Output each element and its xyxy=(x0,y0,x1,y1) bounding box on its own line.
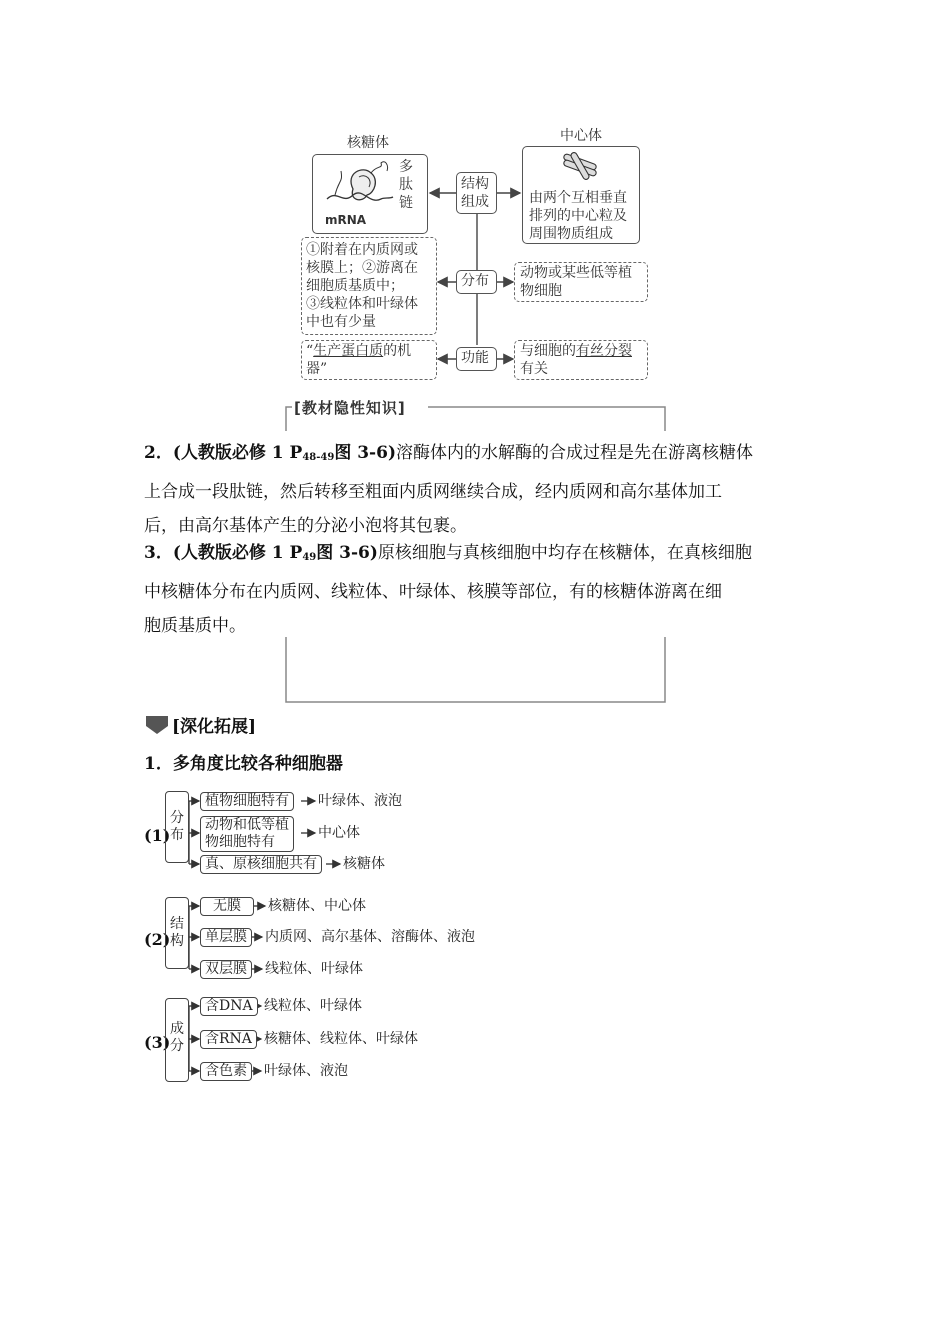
centrosome-desc-3: 周围物质组成 xyxy=(529,226,613,242)
hidden-knowledge-title: [教材隐性知识] xyxy=(294,399,406,417)
knowledge-item-3-line-1 xyxy=(144,536,804,575)
group-2-row-2-key: 单层膜 xyxy=(200,928,252,947)
group-2-label-box xyxy=(165,897,189,969)
knowledge-item-2-text-1: 溶酶体内的水解酶的合成过程是先在游离核糖体 xyxy=(396,443,753,463)
group-3-label: 成分 xyxy=(170,1021,184,1054)
ribosome-dist-line-2: 核膜上；②游离在 xyxy=(306,260,418,276)
ribosome-func-rest: 的机 xyxy=(383,343,412,359)
group-3-row-3-key: 含色素 xyxy=(200,1062,252,1081)
mrna-label: mRNA xyxy=(325,213,367,227)
group-2-number: (2) xyxy=(144,930,171,949)
group-1-row-2-value: 中心体 xyxy=(318,825,360,841)
structure-node-line-2: 组成 xyxy=(461,194,489,210)
group-3-row-1-value: 线粒体、叶绿体 xyxy=(264,998,362,1014)
function-node-label: 功能 xyxy=(461,350,489,366)
group-1-row-3-value: 核糖体 xyxy=(343,856,385,872)
centrosome-desc-1: 由两个互相垂直 xyxy=(529,190,627,206)
deepen-connectors xyxy=(0,780,950,1090)
distribution-node-label: 分布 xyxy=(461,273,489,289)
group-3-number: (3) xyxy=(144,1033,171,1052)
distribution-node xyxy=(456,270,497,294)
ribosome-function-box xyxy=(301,340,437,380)
group-1-row-1-key: 植物细胞特有 xyxy=(200,792,294,811)
centrosome-func-line-1 xyxy=(520,342,632,361)
centrosome-func-underlined: 有丝分裂 xyxy=(576,343,632,359)
centrosome-dist-line-1: 动物或某些低等植 xyxy=(520,265,632,281)
function-node xyxy=(456,347,497,371)
ribosome-dist-line-5: 中也有少量 xyxy=(306,314,376,330)
ribosome-title: 核糖体 xyxy=(347,135,389,151)
ribosome-illustration-icon xyxy=(323,159,395,211)
ribosome-func-underlined: 生产蛋白质 xyxy=(313,343,384,359)
peptide-label-1: 多 xyxy=(399,159,413,175)
group-1-row-2-key xyxy=(200,816,294,852)
ribosome-func-quote: “ xyxy=(306,343,314,359)
knowledge-item-2-fig: 图 3-6) xyxy=(334,443,396,463)
hidden-knowledge-title-text: 教材隐性知识 xyxy=(301,399,398,417)
group-3-row-2-value: 核糖体、线粒体、叶绿体 xyxy=(264,1031,418,1047)
knowledge-item-3 xyxy=(144,536,804,643)
ribosome-func-line-1 xyxy=(306,342,411,361)
group-2-row-1-key: 无膜 xyxy=(200,897,254,916)
knowledge-item-3-line-3: 胞质基质中。 xyxy=(144,616,246,636)
ribosome-dist-line-1: ①附着在内质网或 xyxy=(306,242,418,258)
deepen-title: [深化拓展] xyxy=(172,717,257,737)
ribosome-distribution-box xyxy=(301,237,437,335)
centrosome-func-pre: 与细胞的 xyxy=(520,343,576,359)
centrosome-distribution-box xyxy=(514,262,648,302)
group-3-row-1-key: 含DNA xyxy=(200,997,258,1016)
group-1-row-3-key: 真、原核细胞共有 xyxy=(200,855,322,874)
group-1-label: 分布 xyxy=(170,810,184,843)
centrosome-desc-2: 排列的中心粒及 xyxy=(529,208,627,224)
centrosome-box xyxy=(522,146,640,244)
group-3-label-box xyxy=(165,998,189,1082)
knowledge-item-2-line-2: 上合成一段肽链，然后转移至粗面内质网继续合成，经内质网和高尔基体加工 xyxy=(144,482,722,502)
ribosome-dist-line-4: ③线粒体和叶绿体 xyxy=(306,296,418,312)
group-3-row-3-value: 叶绿体、液泡 xyxy=(264,1063,348,1079)
ribosome-box xyxy=(312,154,428,234)
group-3-row-2-key: 含RNA xyxy=(200,1030,257,1049)
centrosome-title: 中心体 xyxy=(560,128,602,144)
group-2-label: 结构 xyxy=(170,916,184,949)
knowledge-item-3-prefix: 3．(人教版必修 1 P xyxy=(144,543,303,563)
group-1-row-2-key-line-2: 物细胞特有 xyxy=(205,834,275,850)
structure-node xyxy=(456,172,497,214)
centrosome-function-box xyxy=(514,340,648,380)
structure-node-line-1: 结构 xyxy=(461,176,489,192)
knowledge-item-3-fig: 图 3-6) xyxy=(316,543,378,563)
ribosome-func-line-2: 器” xyxy=(306,361,328,377)
ribosome-dist-line-3: 细胞质基质中； xyxy=(306,278,404,294)
peptide-label-2: 肽 xyxy=(399,177,413,193)
group-2-row-2-value: 内质网、高尔基体、溶酶体、液泡 xyxy=(265,929,475,945)
knowledge-item-2 xyxy=(144,436,804,543)
knowledge-item-3-line-2: 中核糖体分布在内质网、线粒体、叶绿体、核膜等部位，有的核糖体游离在细 xyxy=(144,582,722,602)
knowledge-item-2-line-1 xyxy=(144,436,804,475)
group-1-label-box xyxy=(165,791,189,863)
knowledge-item-2-sub: 48-49 xyxy=(302,452,335,463)
section-arrow-icon xyxy=(144,714,170,736)
knowledge-item-2-line-3: 后，由高尔基体产生的分泌小泡将其包裹。 xyxy=(144,516,467,536)
group-2-row-3-key: 双层膜 xyxy=(200,960,252,979)
group-1-row-1-value: 叶绿体、液泡 xyxy=(318,793,402,809)
group-2-row-3-value: 线粒体、叶绿体 xyxy=(265,961,363,977)
group-1-row-2-key-line-1: 动物和低等植 xyxy=(205,817,289,833)
centrosome-func-line-2: 有关 xyxy=(520,361,548,377)
knowledge-item-3-text-1: 原核细胞与真核细胞中均存在核糖体，在真核细胞 xyxy=(377,543,752,563)
peptide-label-3: 链 xyxy=(399,195,413,211)
group-1-number: (1) xyxy=(144,826,171,845)
centrosome-dist-line-2: 物细胞 xyxy=(520,283,562,299)
deepen-heading: 1．多角度比较各种细胞器 xyxy=(144,754,343,774)
knowledge-item-2-prefix: 2．(人教版必修 1 P xyxy=(144,443,303,463)
knowledge-item-3-sub: 49 xyxy=(302,552,317,563)
centriole-illustration-icon xyxy=(559,149,603,183)
group-2-row-1-value: 核糖体、中心体 xyxy=(268,898,366,914)
